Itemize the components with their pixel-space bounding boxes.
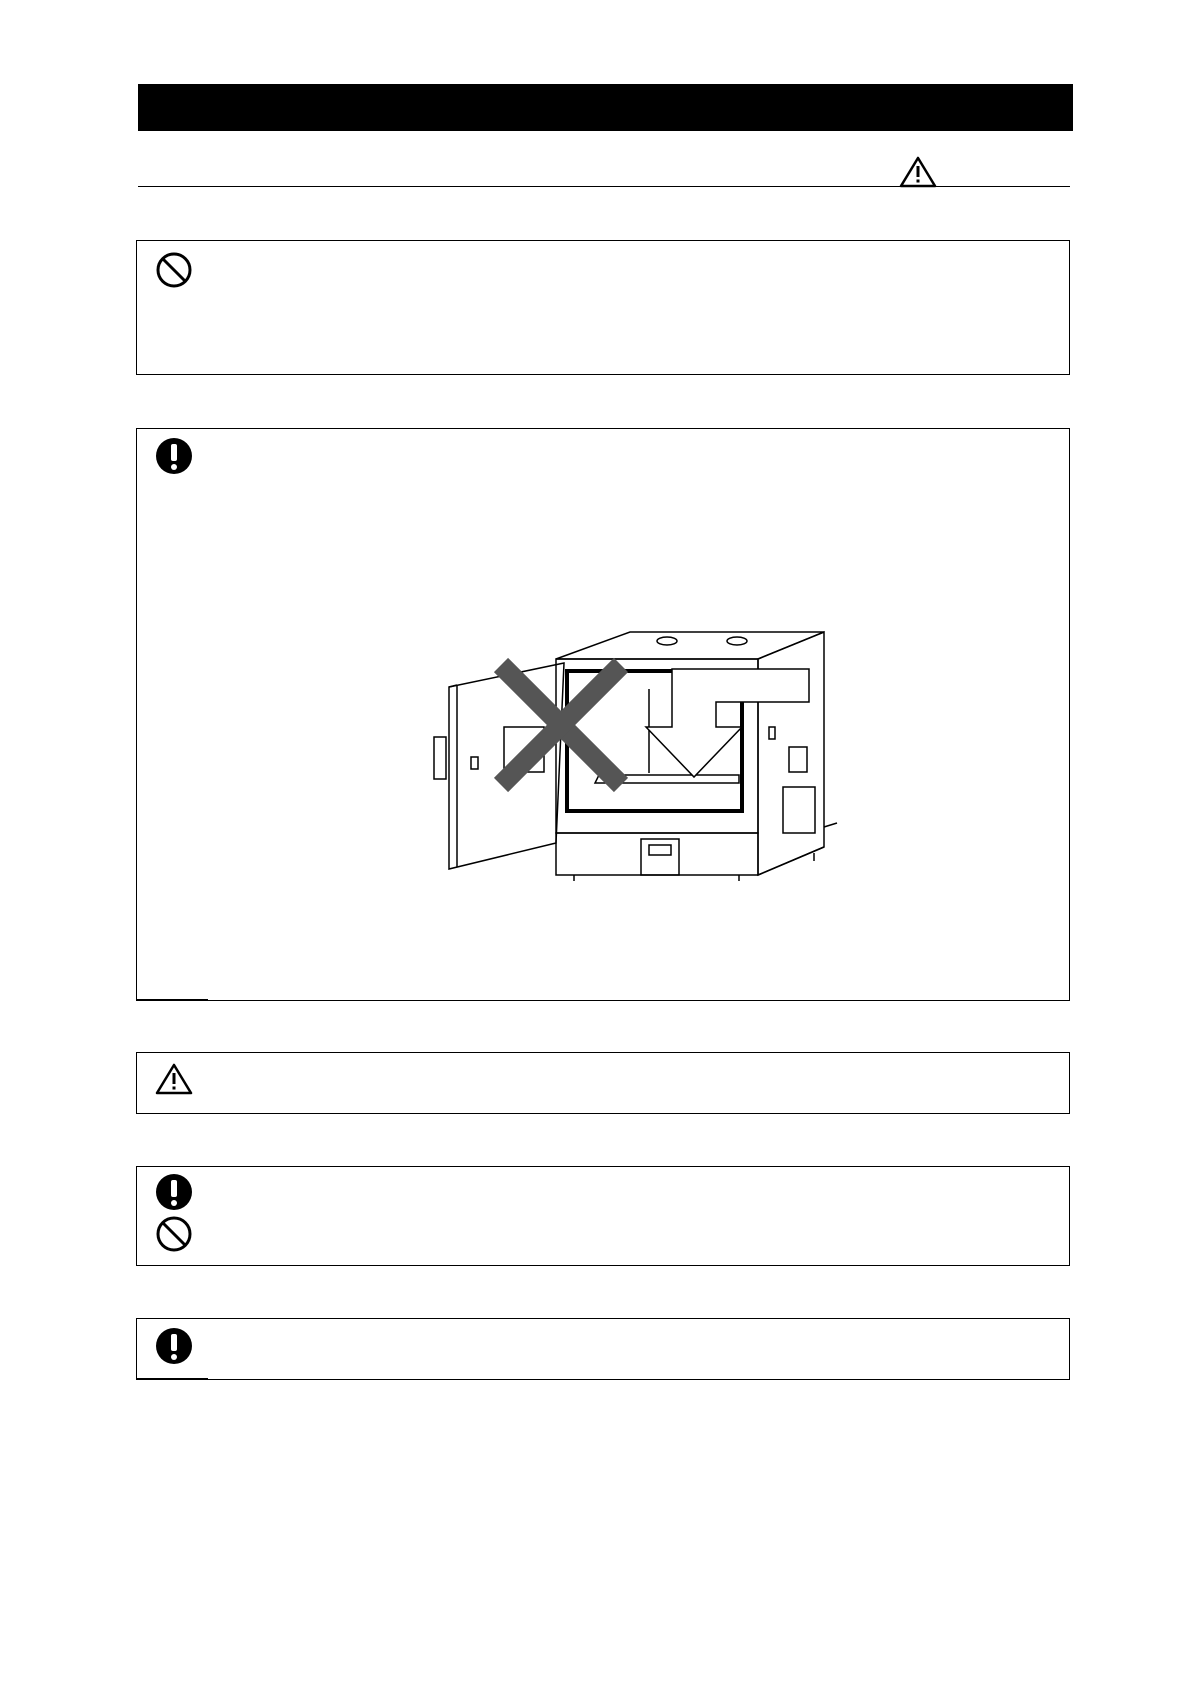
caution-notice-box: [136, 1052, 1070, 1114]
mandatory-action-icon: [155, 1327, 193, 1365]
prohibition-icon: [155, 251, 193, 289]
mandatory-notice-box: [136, 1318, 1070, 1380]
box-bottom-tick: [136, 999, 208, 1001]
warning-triangle-icon: [899, 156, 937, 188]
section-divider: [138, 186, 1070, 187]
mandatory-prohibition-notice-box: [136, 1166, 1070, 1266]
header-bar: [138, 84, 1073, 131]
warning-triangle-icon: [155, 1063, 193, 1095]
down-arrow-icon: [646, 669, 809, 777]
box-bottom-tick: [136, 1378, 208, 1380]
mandatory-action-icon: [155, 437, 193, 475]
oven-illustration: [409, 617, 939, 917]
prohibition-icon: [155, 1215, 193, 1253]
prohibition-notice-box: [136, 240, 1070, 375]
x-mark-icon: [501, 665, 621, 785]
mandatory-action-icon: [155, 1173, 193, 1211]
mandatory-notice-box: [136, 428, 1070, 1001]
